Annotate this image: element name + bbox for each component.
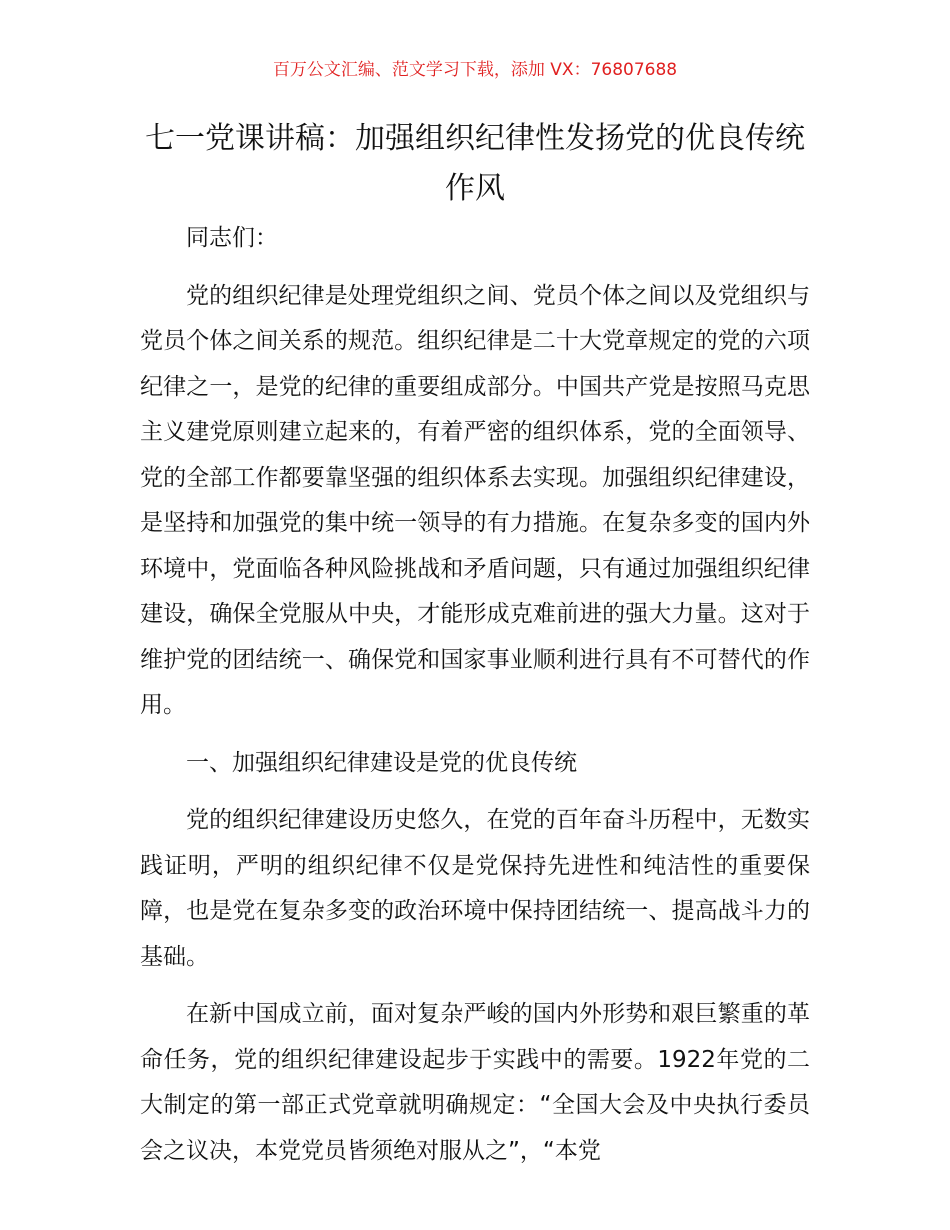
paragraph: 党的组织纪律建设历史悠久，在党的百年奋斗历程中，无数实践证明，严明的组织纪律不仅是党保持先进性和纯洁性的重要保障，也是党在复杂多变的政治环境中保持团结统一、提高战斗力的基础。 [140,807,810,970]
document-body [140,216,810,1174]
paragraph: 在新中国成立前，面对复杂严峻的国内外形势和艰巨繁重的革命任务，党的组织纪律建设起步于实践中的需要。1922年党的二大制定的第一部正式党章就明确规定：“全国大会及中央执行委员会之议决，本党党员皆须绝对服从之”，“本党 [140,1001,810,1164]
document-title: 七一党课讲稿：加强组织纪律性发扬党的优良传统作风 [145,121,805,206]
header-banner: 百万公文汇编、范文学习下载，添加 VX：76807688 [272,60,678,80]
section-heading: 一、加强组织纪律建设是党的优良传统 [186,749,577,776]
paragraph: 党的组织纪律是处理党组织之间、党员个体之间以及党组织与党员个体之间关系的规范。组织纪律是二十大党章规定的党的六项纪律之一，是党的纪律的重要组成部分。中国共产党是按照马克思主义建党原则建立起来的，有着严密的组织体系，党的全面领导、党的全部工作都要靠坚强的组织体系去实现。加强组织纪律建设，是坚持和加强党的集中统一领导的有力措施。在复杂多变的国内外环境中，党面临各种风险挑战和矛盾问题，只有通过加强组织纪律建设，确保全党服从中央，才能形成克难前进的强大力量。这对于维护党的团结统一、确保党和国家事业顺利进行具有不可替代的作用。 [140,282,810,718]
salutation: 同志们： [186,225,278,251]
